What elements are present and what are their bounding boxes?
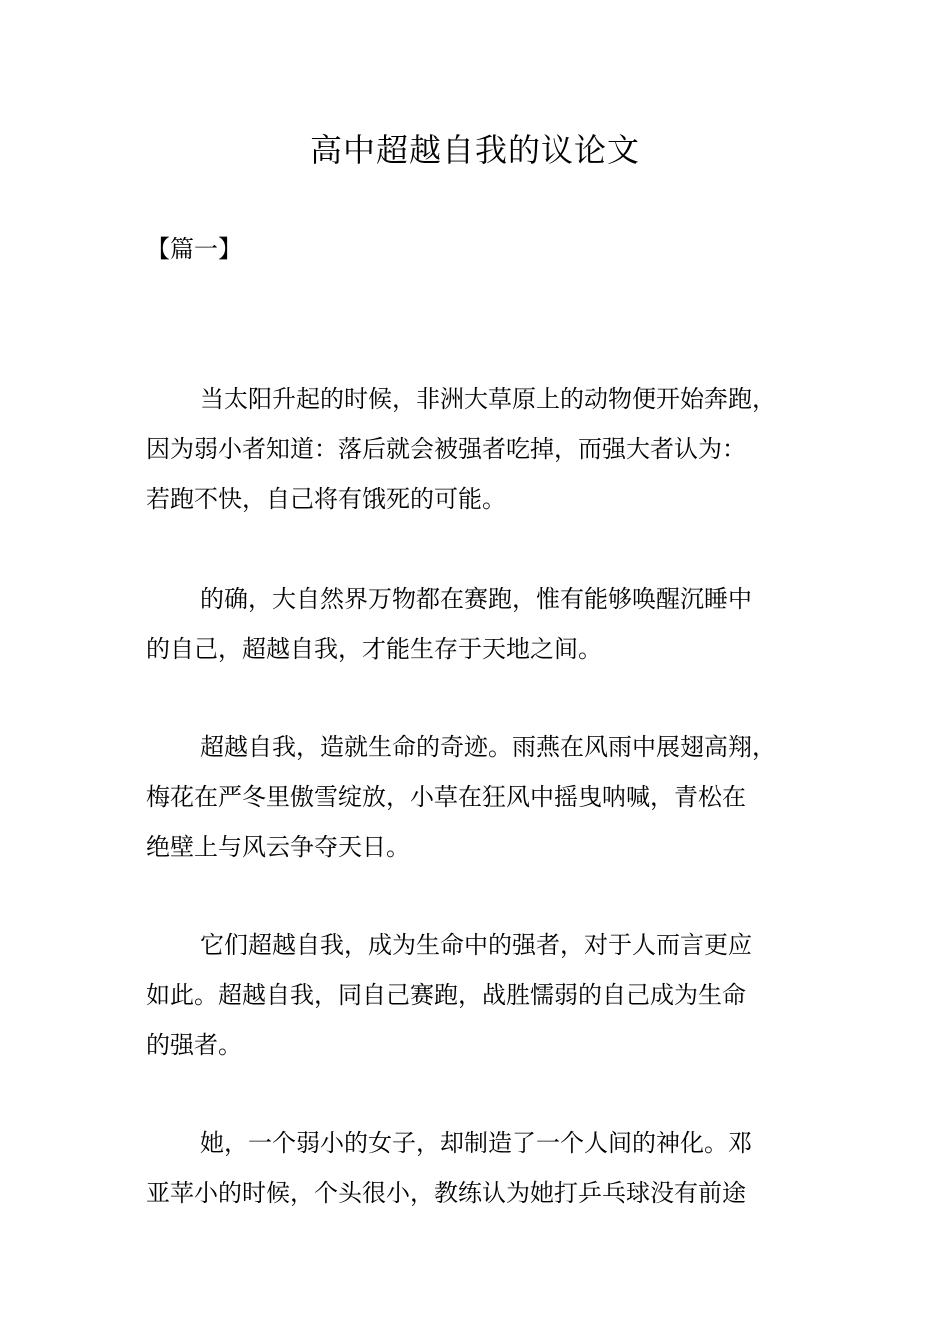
paragraph-2 bbox=[146, 574, 836, 674]
paragraph-line: 亚苹小的时候，个头很小，教练认为她打乒乓球没有前途 bbox=[146, 1179, 746, 1207]
paragraph-line: 当太阳升起的时候，非洲大草原上的动物便开始奔跑， bbox=[200, 385, 776, 413]
paragraph-1 bbox=[146, 374, 836, 524]
paragraph-line: 因为弱小者知道：落后就会被强者吃掉，而强大者认为： bbox=[146, 435, 746, 463]
paragraph-line: 的自己，超越自我，才能生存于天地之间。 bbox=[146, 635, 602, 663]
paragraph-line: 梅花在严冬里傲雪绽放，小草在狂风中摇曳呐喊，青松在 bbox=[146, 783, 746, 811]
paragraph-line: 的确，大自然界万物都在赛跑，惟有能够唤醒沉睡中 bbox=[200, 585, 752, 613]
paragraph-4 bbox=[146, 920, 836, 1070]
paragraph-line: 她，一个弱小的女子，却制造了一个人间的神化。邓 bbox=[200, 1129, 752, 1157]
paragraph-line: 如此。超越自我，同自己赛跑，战胜懦弱的自己成为生命 bbox=[146, 981, 746, 1009]
section-label: 【篇一】 bbox=[146, 235, 242, 263]
paragraph-line: 的强者。 bbox=[146, 1031, 242, 1059]
paragraph-3 bbox=[146, 722, 836, 872]
paragraph-line: 若跑不快，自己将有饿死的可能。 bbox=[146, 485, 506, 513]
paragraph-line: 超越自我，造就生命的奇迹。雨燕在风雨中展翅高翔， bbox=[200, 733, 776, 761]
paragraph-line: 绝壁上与风云争夺天日。 bbox=[146, 833, 410, 861]
paragraph-5 bbox=[146, 1118, 836, 1218]
paragraph-line: 它们超越自我，成为生命中的强者，对于人而言更应 bbox=[200, 931, 752, 959]
document-title: 高中超越自我的议论文 bbox=[309, 131, 640, 169]
